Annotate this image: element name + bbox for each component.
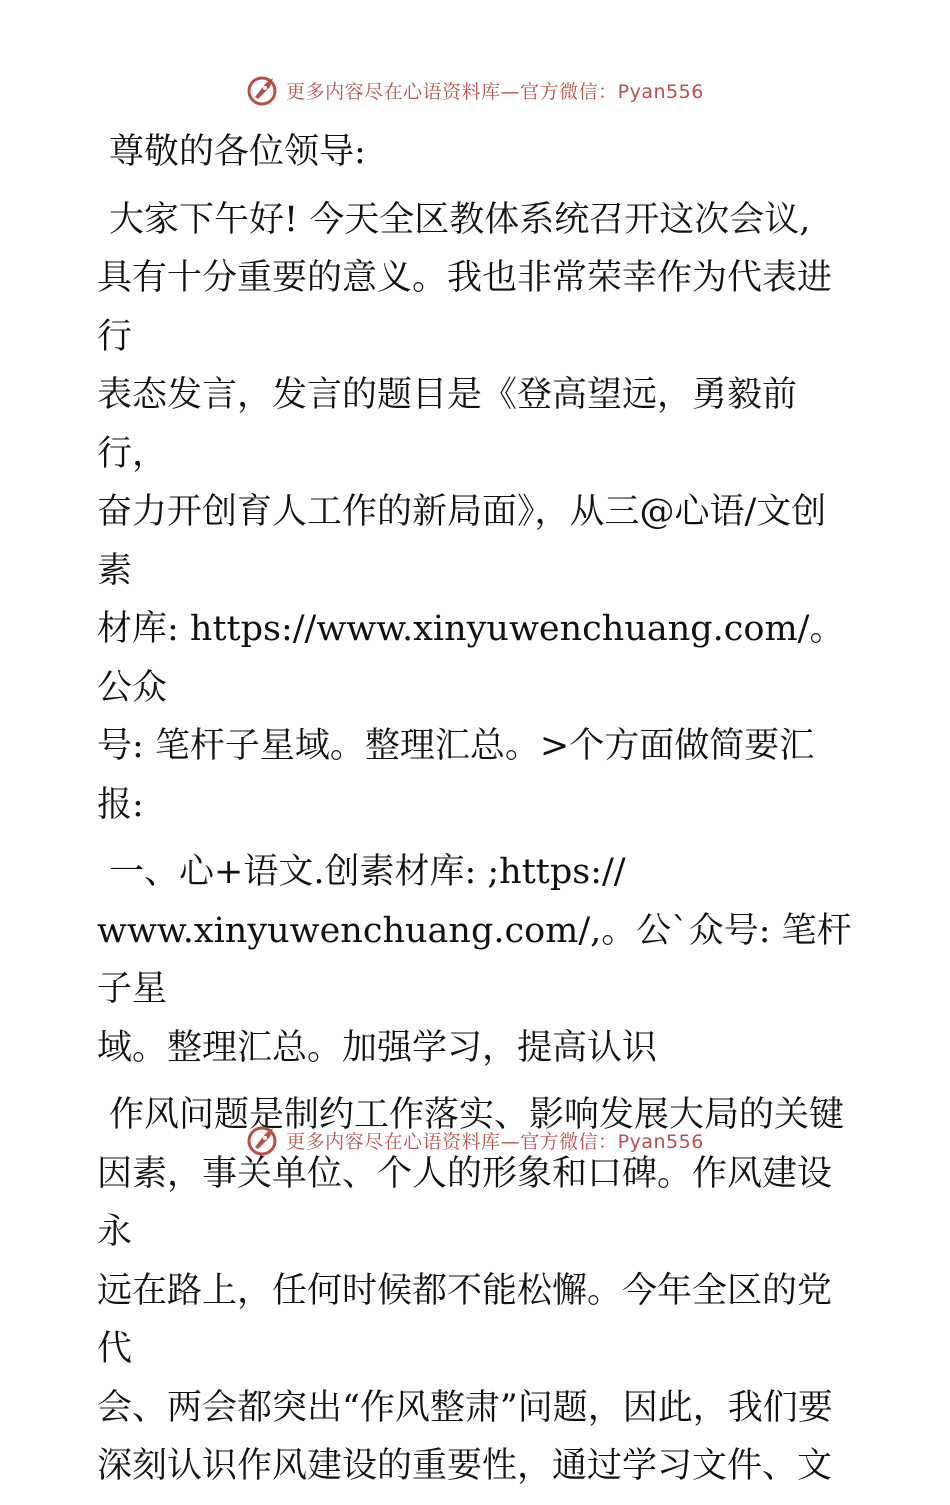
footer-watermark: [0, 1120, 950, 1160]
salutation: 尊敬的各位领导:: [109, 132, 366, 172]
text-line: 具有十分重要的意义。我也非常荣幸作为代表进行: [97, 258, 833, 357]
text-line: 域。整理汇总。加强学习，提高认识: [97, 1027, 658, 1068]
document-body: [97, 123, 857, 1505]
text-line: 报:: [97, 784, 144, 825]
text-line: 会、两会都突出“作风整肃”问题，因此，我们要: [97, 1387, 833, 1428]
pen-nib-logo-icon: [246, 1123, 280, 1157]
text-line: 远在路上，任何时候都不能松懈。今年全区的党代: [97, 1270, 833, 1369]
header-watermark-text: 更多内容尽在心语资料库—官方微信：Pyan556: [286, 80, 704, 103]
text-line: 奋力开创育人工作的新局面》，从三@心语/文创素: [97, 492, 827, 591]
footer-watermark-text: 更多内容尽在心语资料库—官方微信：Pyan556: [286, 1130, 704, 1153]
header-watermark: [0, 70, 950, 110]
paragraph-opening: [97, 191, 857, 835]
text-line: 号: 笔杆子星域。整理汇总。>个方面做简要汇: [97, 726, 815, 766]
text-line: www.xinyuwenchuang.com/,。公`众号: 笔杆子星: [97, 910, 852, 1009]
section-heading-one: [97, 843, 857, 1077]
text-line: 深刻认识作风建设的重要性，通过学习文件、文: [97, 1446, 833, 1486]
text-line: 因素，事关单位、个人的形象和口碑。作风建设永: [97, 1153, 833, 1252]
text-line: 一、心+语文.创素材库: ;https://: [109, 852, 626, 892]
text-line: 作风问题是制约工作落实、影响发展大局的关键: [109, 1095, 845, 1135]
text-line: 大家下午好! 今天全区教体系统召开这次会议,: [109, 199, 811, 240]
text-line: 材库: https://www.xinyuwenchuang.com/。公众: [97, 609, 845, 708]
pen-nib-logo-icon: [246, 73, 280, 107]
text-line: 表态发言，发言的题目是《登高望远，勇毅前行，: [97, 375, 798, 474]
